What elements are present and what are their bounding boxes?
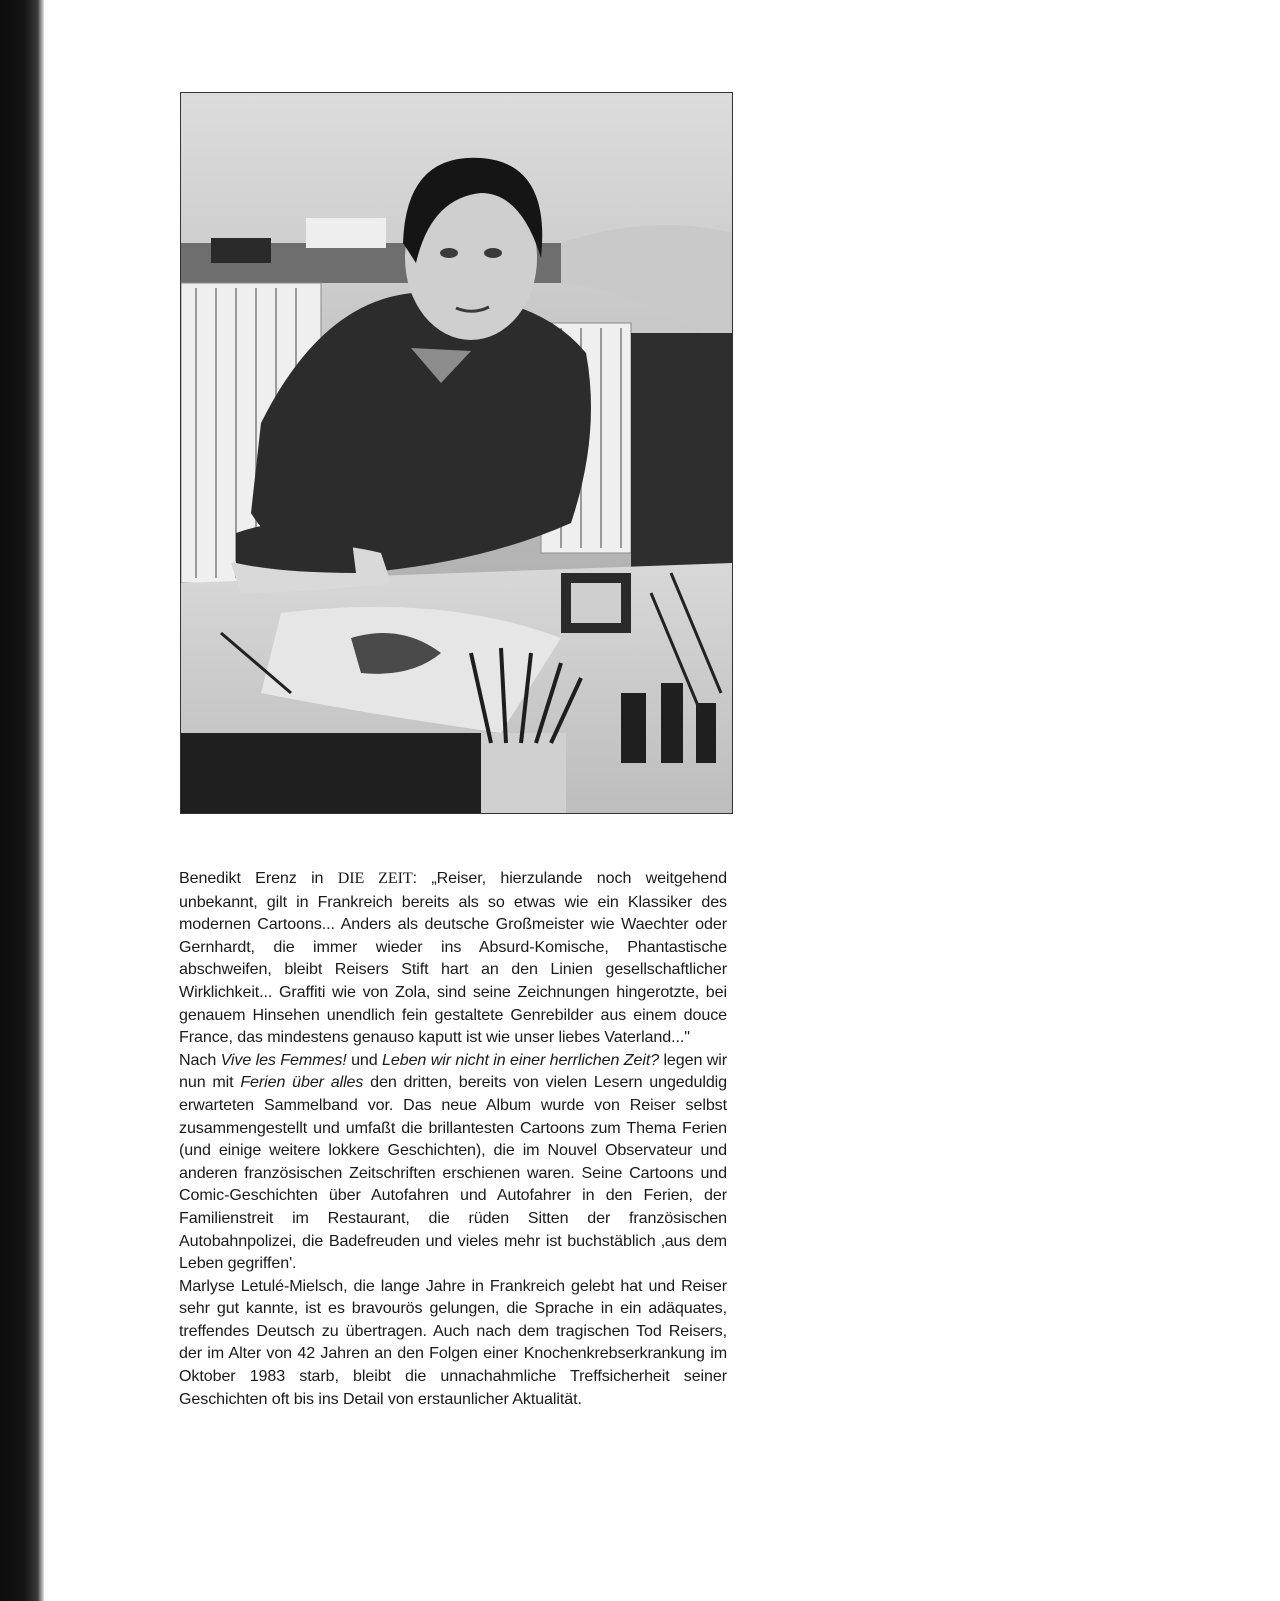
book-title-vive-les-femmes: Vive les Femmes!	[220, 1050, 347, 1069]
book-title-ferien-ueber-alles: Ferien über alles	[240, 1073, 364, 1092]
review-quote-paragraph	[179, 867, 727, 1049]
review-author: Benedikt Erenz in	[179, 869, 338, 887]
album-description-paragraph	[179, 1049, 727, 1275]
photo-illustration	[181, 93, 732, 813]
text-run: Nach	[179, 1050, 221, 1069]
book-title-leben-wir-nicht: Leben wir nicht in einer herrlichen Zeit?	[382, 1050, 660, 1069]
text-run: legen wir nun mit	[179, 1050, 727, 1092]
portrait-photo	[180, 92, 733, 814]
book-page	[44, 0, 1280, 1601]
newspaper-name: DIE ZEIT	[337, 870, 413, 887]
book-spine-shadow	[0, 0, 44, 1601]
translator-paragraph: Marlyse Letulé-Mielsch, die lange Jahre in Frankreich gelebt hat und Reiser sehr gut kannte, ist es bravourös gelungen, die Sprache in ein adäquates, treffendes Deutsch zu übertragen. Auch nach dem tragischen Tod Reisers, der im Alter von 42 Jahren an den Folgen einer Knochenkrebserkrankung im Oktober 1983 starb, bleibt die unnachahmliche Treffsicherheit seiner Geschichten oft bis ins Detail von erstaunlicher Aktualität.	[179, 1276, 727, 1408]
text-run: den dritten, bereits von vielen Lesern ungeduldig erwarteten Sammelband vor. Das neue Album wurde von Reiser selbst zusammengestellt und umfaßt die brillantesten Cartoons zum Thema Ferien (und einige weitere lokkere Geschichten), die im Nouvel Observateur und anderen französischen Zeitschriften erschienen waren. Seine Cartoons und Comic-Geschichten über Autofahren und Autofahrer in den Ferien, der Familienstreit im Restaurant, die rüden Sitten der französischen Autobahnpolizei, die Badefreuden und vieles mehr ist buchstäblich ‚aus dem Leben gegriffen'.	[179, 1073, 728, 1273]
review-quote: : „Reiser, hierzulande noch weitgehend unbekannt, gilt in Frankreich bereits als so etwas wie ein Klassiker des modernen Cartoons... Anders als deutsche Großmeister wie Waechter oder Gernhardt, die immer wieder ins Absurd-Komische, Phantastische abschweifen, bleibt Reisers Stift hart an den Linien gesellschaftlicher Wirklichkeit... Graffiti wie von Zola, sind seine Zeichnungen hingerotzte, bei genauem Hinsehen unendlich fein gestaltete Genrebilder aus einem douce France, das mindestens genauso kaputt ist wie unser liebes Vaterland..."	[179, 869, 727, 1047]
article-text	[179, 867, 727, 1410]
text-run: und	[346, 1050, 383, 1069]
